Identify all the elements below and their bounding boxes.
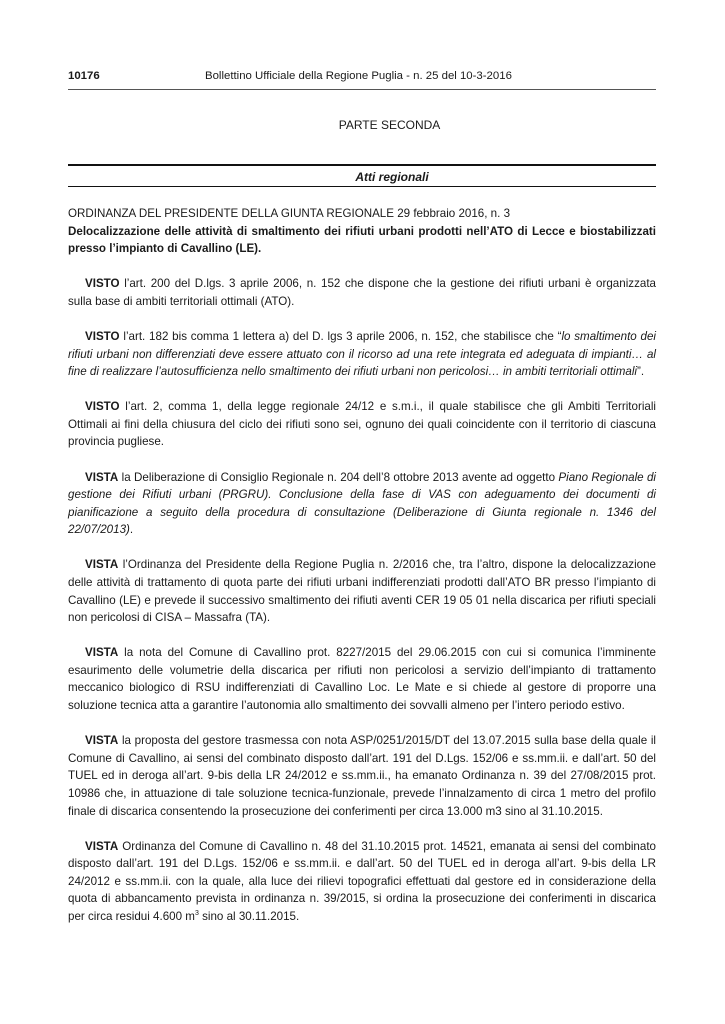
paragraph-keyword: VISTO (85, 400, 120, 414)
paragraph-tail: sino al 30.11.2015. (198, 910, 300, 923)
page-header (68, 70, 656, 86)
paragraph-tail: ”. (637, 365, 645, 379)
paragraph-text: l’art. 2, comma 1, della legge regionale 24/12 e s.m.i., il quale stabilisce che gli Ambiti Territoriali Ottimali ai fini della chiusura del ciclo dei rifiuti sono sei, ognuno dei quali coincidente con il territorio di ciascuna provincia pugliese. (68, 400, 656, 449)
ordinance-subject: Delocalizzazione delle attività di smaltimento dei rifiuti urbani prodotti nell’ATO di Lecce e biostabilizzati presso l’impianto di Cavallino (LE). (68, 224, 656, 256)
paragraph (68, 469, 656, 539)
paragraph-text: l’art. 182 bis comma 1 lettera a) del D. lgs 3 aprile 2006, n. 152, che stabilisce che “ (119, 329, 562, 343)
ordinance-title: ORDINANZA DEL PRESIDENTE DELLA GIUNTA REGIONALE 29 febbraio 2016, n. 3 (68, 207, 511, 220)
paragraph-keyword: VISTA (85, 558, 119, 572)
document-body (68, 205, 656, 926)
paragraph (68, 838, 656, 926)
section-title: PARTE SECONDA (338, 118, 441, 132)
subsection-rule-top (68, 164, 656, 166)
paragraph (68, 275, 656, 310)
page-number: 10176 (68, 70, 100, 82)
paragraph-keyword: VISTA (85, 734, 119, 748)
paragraph-keyword: VISTA (85, 839, 119, 853)
paragraph-text: la Deliberazione di Consiglio Regionale n. 204 dell’8 ottobre 2013 avente ad oggetto (118, 470, 559, 484)
paragraph (68, 644, 656, 714)
paragraph-quote: Piano Regionale di gestione dei Rifiuti urbani (PRGRU). Conclusione della fase di VAS con adeguamento dei documenti di pianificazione a seguito della procedura di consultazione (Deliberazione di Giunta regionale n. 1346 del 22/07/2013) (68, 470, 656, 537)
paragraph-keyword: VISTO (85, 277, 120, 291)
journal-title: Bollettino Ufficiale della Regione Puglia - n. 25 del 10-3-2016 (205, 70, 512, 82)
paragraph-text: l’art. 200 del D.lgs. 3 aprile 2006, n. 152 che dispone che la gestione dei rifiuti urbani è organizzata sulla base di ambiti territoriali ottimali (ATO). (68, 277, 656, 308)
paragraph-tail: . (129, 523, 134, 537)
paragraph (68, 556, 656, 626)
subsection-title: Atti regionali (355, 170, 429, 184)
paragraph-text: la proposta del gestore trasmessa con nota ASP/0251/2015/DT del 13.07.2015 sulla base della quale il Comune di Cavallino, ai sensi del combinato disposto dall’art. 191 del D.Lgs. 152/06 e ss.mm.ii. e dall’art. 50 del TUEL ed in deroga all’art. 9-bis della LR 24/2012 e ss.mm.ii., ha emanato Ordinanza n. 39 del 27/08/2015 prot. 10986 che, in attuazione di tale soluzione tecnica-funzionale, prevede l’innalzamento di circa 1 metro del profilo finale di discarica consentendo la prosecuzione dei conferimenti per circa 13.000 m3 sino al 31.10.2015. (68, 734, 656, 818)
paragraph-keyword: VISTA (85, 470, 119, 484)
paragraph-text: Ordinanza del Comune di Cavallino n. 48 del 31.10.2015 prot. 14521, emanata ai sensi del combinato disposto dall’art. 191 del D.Lgs. 152/06 e ss.mm.ii. e dall’art. 50 del TUEL ed in deroga all’art. 9-bis della LR 24/2012 e ss.mm.ii. con la quale, alla luce dei rilievi topografici effettuati dal gestore ed in considerazione della quota di abbancamento prevista in ordinanza n. 39/2015, si ordina la prosecuzione dei conferimenti in discarica per circa residui 4.600 m (68, 839, 656, 923)
superscript: 3 (194, 910, 199, 918)
paragraph-text: la nota del Comune di Cavallino prot. 8227/2015 del 29.06.2015 con cui si comunica l’imminente esaurimento delle volumetrie della discarica per rifiuti non pericolosi a servizio dell’impianto di trattamento meccanico biologico di RSU indifferenziati di Cavallino Loc. Le Mate e si chiede al gestore di proporre una soluzione tecnica atta a garantire l’autonomia allo smaltimento dei sovvalli almeno per l’intero periodo estivo. (68, 646, 656, 713)
paragraph-keyword: VISTA (85, 646, 119, 660)
paragraph (68, 328, 656, 381)
paragraph-quote: lo smaltimento dei rifiuti urbani non differenziati deve essere attuato con il ricorso ad una rete integrata ed adeguata di impianti… al fine di realizzare l’autosufficienza nello smaltimento dei rifiuti urbani non pericolosi… in ambiti territoriali ottimali (68, 329, 657, 379)
subsection-rule-bottom (68, 186, 656, 187)
paragraph (68, 398, 656, 451)
header-divider (68, 89, 656, 90)
paragraph-keyword: VISTO (85, 329, 120, 343)
paragraph-text: l’Ordinanza del Presidente della Regione Puglia n. 2/2016 che, tra l’altro, dispone la delocalizzazione delle attività di trattamento di quota parte dei rifiuti urbani indifferenziati prodotti dall’ATO BR presso l’impianto di Cavallino (LE) e prevede il successivo smaltimento dei rifiuti aventi CER 19 05 01 nella discarica per rifiuti speciali non pericolosi di CISA – Massafra (TA). (68, 558, 656, 625)
paragraph (68, 732, 656, 820)
